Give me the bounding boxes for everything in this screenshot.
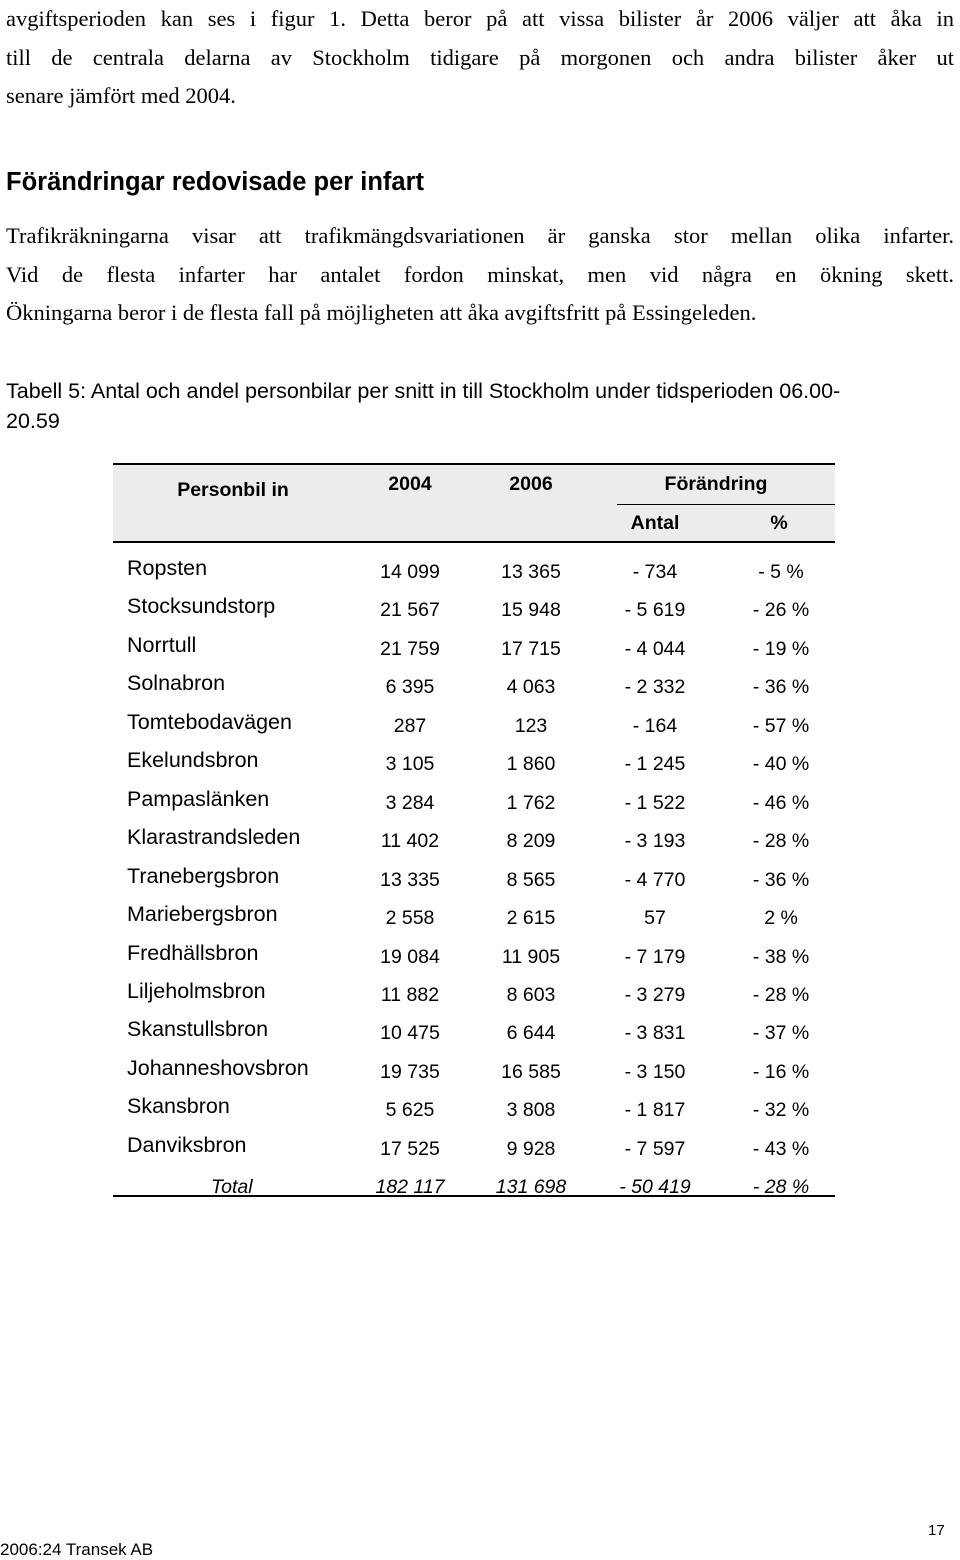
cell-antal: - 4 770 bbox=[624, 868, 686, 891]
header-2004: 2004 bbox=[388, 473, 432, 495]
cell-percent: 2 % bbox=[764, 907, 798, 930]
cell-antal: - 2 332 bbox=[624, 676, 686, 699]
intro-line: till de centrala delarna av Stockholm tidigare på morgonen och andra bilister åker ut bbox=[6, 44, 954, 70]
header-percent: % bbox=[770, 512, 788, 534]
cell-2006: 17 715 bbox=[501, 637, 561, 660]
row-name: Mariebergsbron bbox=[127, 902, 278, 927]
cell-2006: 15 948 bbox=[501, 599, 561, 622]
section-heading: Förändringar redovisade per infart bbox=[6, 168, 425, 196]
cell-2006: 8 209 bbox=[506, 830, 556, 853]
cell-antal: - 3 150 bbox=[624, 1060, 686, 1083]
cell-2006: 1 860 bbox=[506, 753, 556, 776]
cell-2006: 4 063 bbox=[506, 676, 556, 699]
cell-2006: 6 644 bbox=[506, 1022, 556, 1045]
cell-antal: - 3 831 bbox=[624, 1022, 686, 1045]
cell-antal: - 734 bbox=[632, 561, 678, 583]
intro-line: senare jämfört med 2004. bbox=[6, 83, 236, 109]
row-name: Tomtebodavägen bbox=[127, 709, 292, 734]
cell-2004: 11 882 bbox=[380, 983, 440, 1006]
cell-antal: - 7 179 bbox=[624, 945, 686, 968]
cell-2006: 8 565 bbox=[506, 868, 556, 891]
row-name: Skanstullsbron bbox=[127, 1017, 269, 1042]
cell-2004: 11 402 bbox=[380, 830, 440, 853]
body-line: Trafikräkningarna visar att trafikmängdsvariationen är ganska stor mellan olika infarter. bbox=[6, 223, 954, 248]
cell-percent: - 5 % bbox=[758, 561, 804, 583]
header-2006: 2006 bbox=[509, 473, 553, 495]
cell-antal: - 164 bbox=[632, 714, 678, 737]
row-name: Danviksbron bbox=[127, 1132, 247, 1157]
caption-line: Tabell 5: Antal och andel personbilar per snitt in till Stockholm under tidsperioden 06.00- bbox=[6, 379, 841, 403]
cell-percent: - 32 % bbox=[752, 1099, 810, 1122]
cell-percent: - 43 % bbox=[752, 1137, 810, 1160]
cell-2004: 21 759 bbox=[380, 637, 440, 660]
cell-antal: - 1 522 bbox=[624, 791, 686, 814]
cell-percent: - 57 % bbox=[752, 714, 810, 737]
cell-antal: - 1 245 bbox=[624, 753, 686, 776]
cell-percent: - 28 % bbox=[752, 983, 810, 1006]
cell-percent: - 36 % bbox=[752, 676, 810, 699]
row-name: Pampaslänken bbox=[127, 786, 270, 811]
cell-percent: - 28 % bbox=[752, 830, 810, 853]
cell-2006: 9 928 bbox=[506, 1137, 556, 1160]
cell-percent: - 26 % bbox=[752, 599, 810, 622]
table-header-rule bbox=[113, 541, 835, 543]
row-name: Tranebergsbron bbox=[127, 863, 280, 888]
cell-2004: 13 335 bbox=[380, 868, 440, 891]
cell-2004: 6 395 bbox=[385, 676, 435, 699]
cell-antal: - 50 419 bbox=[619, 1176, 691, 1199]
total-label: Total bbox=[211, 1176, 253, 1199]
row-name: Stocksundstorp bbox=[127, 594, 276, 619]
cell-percent: - 19 % bbox=[752, 637, 810, 660]
cell-2006: 16 585 bbox=[501, 1060, 561, 1083]
row-name: Ekelundsbron bbox=[127, 748, 259, 773]
change-header-rule bbox=[617, 504, 835, 505]
cell-antal: 57 bbox=[644, 907, 666, 930]
row-name: Liljeholmsbron bbox=[127, 978, 266, 1003]
cell-2004: 19 084 bbox=[380, 945, 440, 968]
cell-antal: - 4 044 bbox=[624, 637, 686, 660]
intro-line: avgiftsperioden kan ses i figur 1. Detta beror på att vissa bilister år 2006 väljer att åka in bbox=[6, 6, 954, 31]
cell-antal: - 1 817 bbox=[624, 1099, 686, 1122]
cell-2004: 10 475 bbox=[380, 1022, 440, 1045]
header-forandring: Förändring bbox=[664, 473, 768, 495]
page-number: 17 bbox=[928, 1522, 945, 1539]
row-name: Fredhällsbron bbox=[127, 940, 259, 965]
row-name: Solnabron bbox=[127, 671, 226, 696]
cell-2006: 1 762 bbox=[506, 791, 556, 814]
cell-percent: - 46 % bbox=[752, 791, 810, 814]
cell-2004: 287 bbox=[393, 714, 427, 737]
cell-percent: - 36 % bbox=[752, 868, 810, 891]
body-line: Ökningarna beror i de flesta fall på möjligheten att åka avgiftsfritt på Essingeleden. bbox=[6, 300, 757, 326]
cell-2004: 3 105 bbox=[385, 753, 435, 776]
cell-2004: 182 117 bbox=[375, 1176, 445, 1199]
cell-2006: 11 905 bbox=[501, 945, 561, 968]
cell-2004: 5 625 bbox=[385, 1099, 435, 1122]
cell-2006: 2 615 bbox=[506, 907, 556, 930]
cell-percent: - 38 % bbox=[752, 945, 810, 968]
row-name: Norrtull bbox=[127, 632, 197, 657]
cell-2004: 14 099 bbox=[380, 561, 440, 583]
cell-2006: 123 bbox=[514, 714, 548, 737]
cell-antal: - 3 193 bbox=[624, 830, 686, 853]
cell-2004: 2 558 bbox=[385, 907, 435, 930]
row-name: Skansbron bbox=[127, 1094, 230, 1119]
cell-2006: 13 365 bbox=[501, 561, 561, 583]
cell-antal: - 3 279 bbox=[624, 983, 686, 1006]
header-antal: Antal bbox=[630, 512, 680, 534]
cell-2006: 131 698 bbox=[495, 1176, 567, 1199]
cell-2004: 3 284 bbox=[385, 791, 435, 814]
cell-percent: - 28 % bbox=[752, 1176, 810, 1199]
footer-publisher: 2006:24 Transek AB bbox=[0, 1540, 154, 1559]
row-name: Klarastrandsleden bbox=[127, 825, 301, 850]
table-top-rule bbox=[113, 463, 835, 465]
cell-percent: - 40 % bbox=[752, 753, 810, 776]
row-name: Ropsten bbox=[127, 556, 208, 580]
cell-percent: - 16 % bbox=[752, 1060, 810, 1083]
cell-percent: - 37 % bbox=[752, 1022, 810, 1045]
body-line: Vid de flesta infarter har antalet fordon minskat, men vid några en ökning skett. bbox=[6, 261, 954, 287]
cell-2004: 17 525 bbox=[380, 1137, 440, 1160]
cell-2004: 21 567 bbox=[380, 599, 440, 622]
cell-2006: 3 808 bbox=[506, 1099, 556, 1122]
caption-line: 20.59 bbox=[6, 409, 60, 433]
cell-antal: - 5 619 bbox=[624, 599, 686, 622]
cell-2006: 8 603 bbox=[506, 983, 556, 1006]
row-name: Johanneshovsbron bbox=[127, 1055, 309, 1080]
cell-antal: - 7 597 bbox=[624, 1137, 686, 1160]
cell-2004: 19 735 bbox=[380, 1060, 440, 1083]
header-personbil-in: Personbil in bbox=[177, 479, 289, 501]
